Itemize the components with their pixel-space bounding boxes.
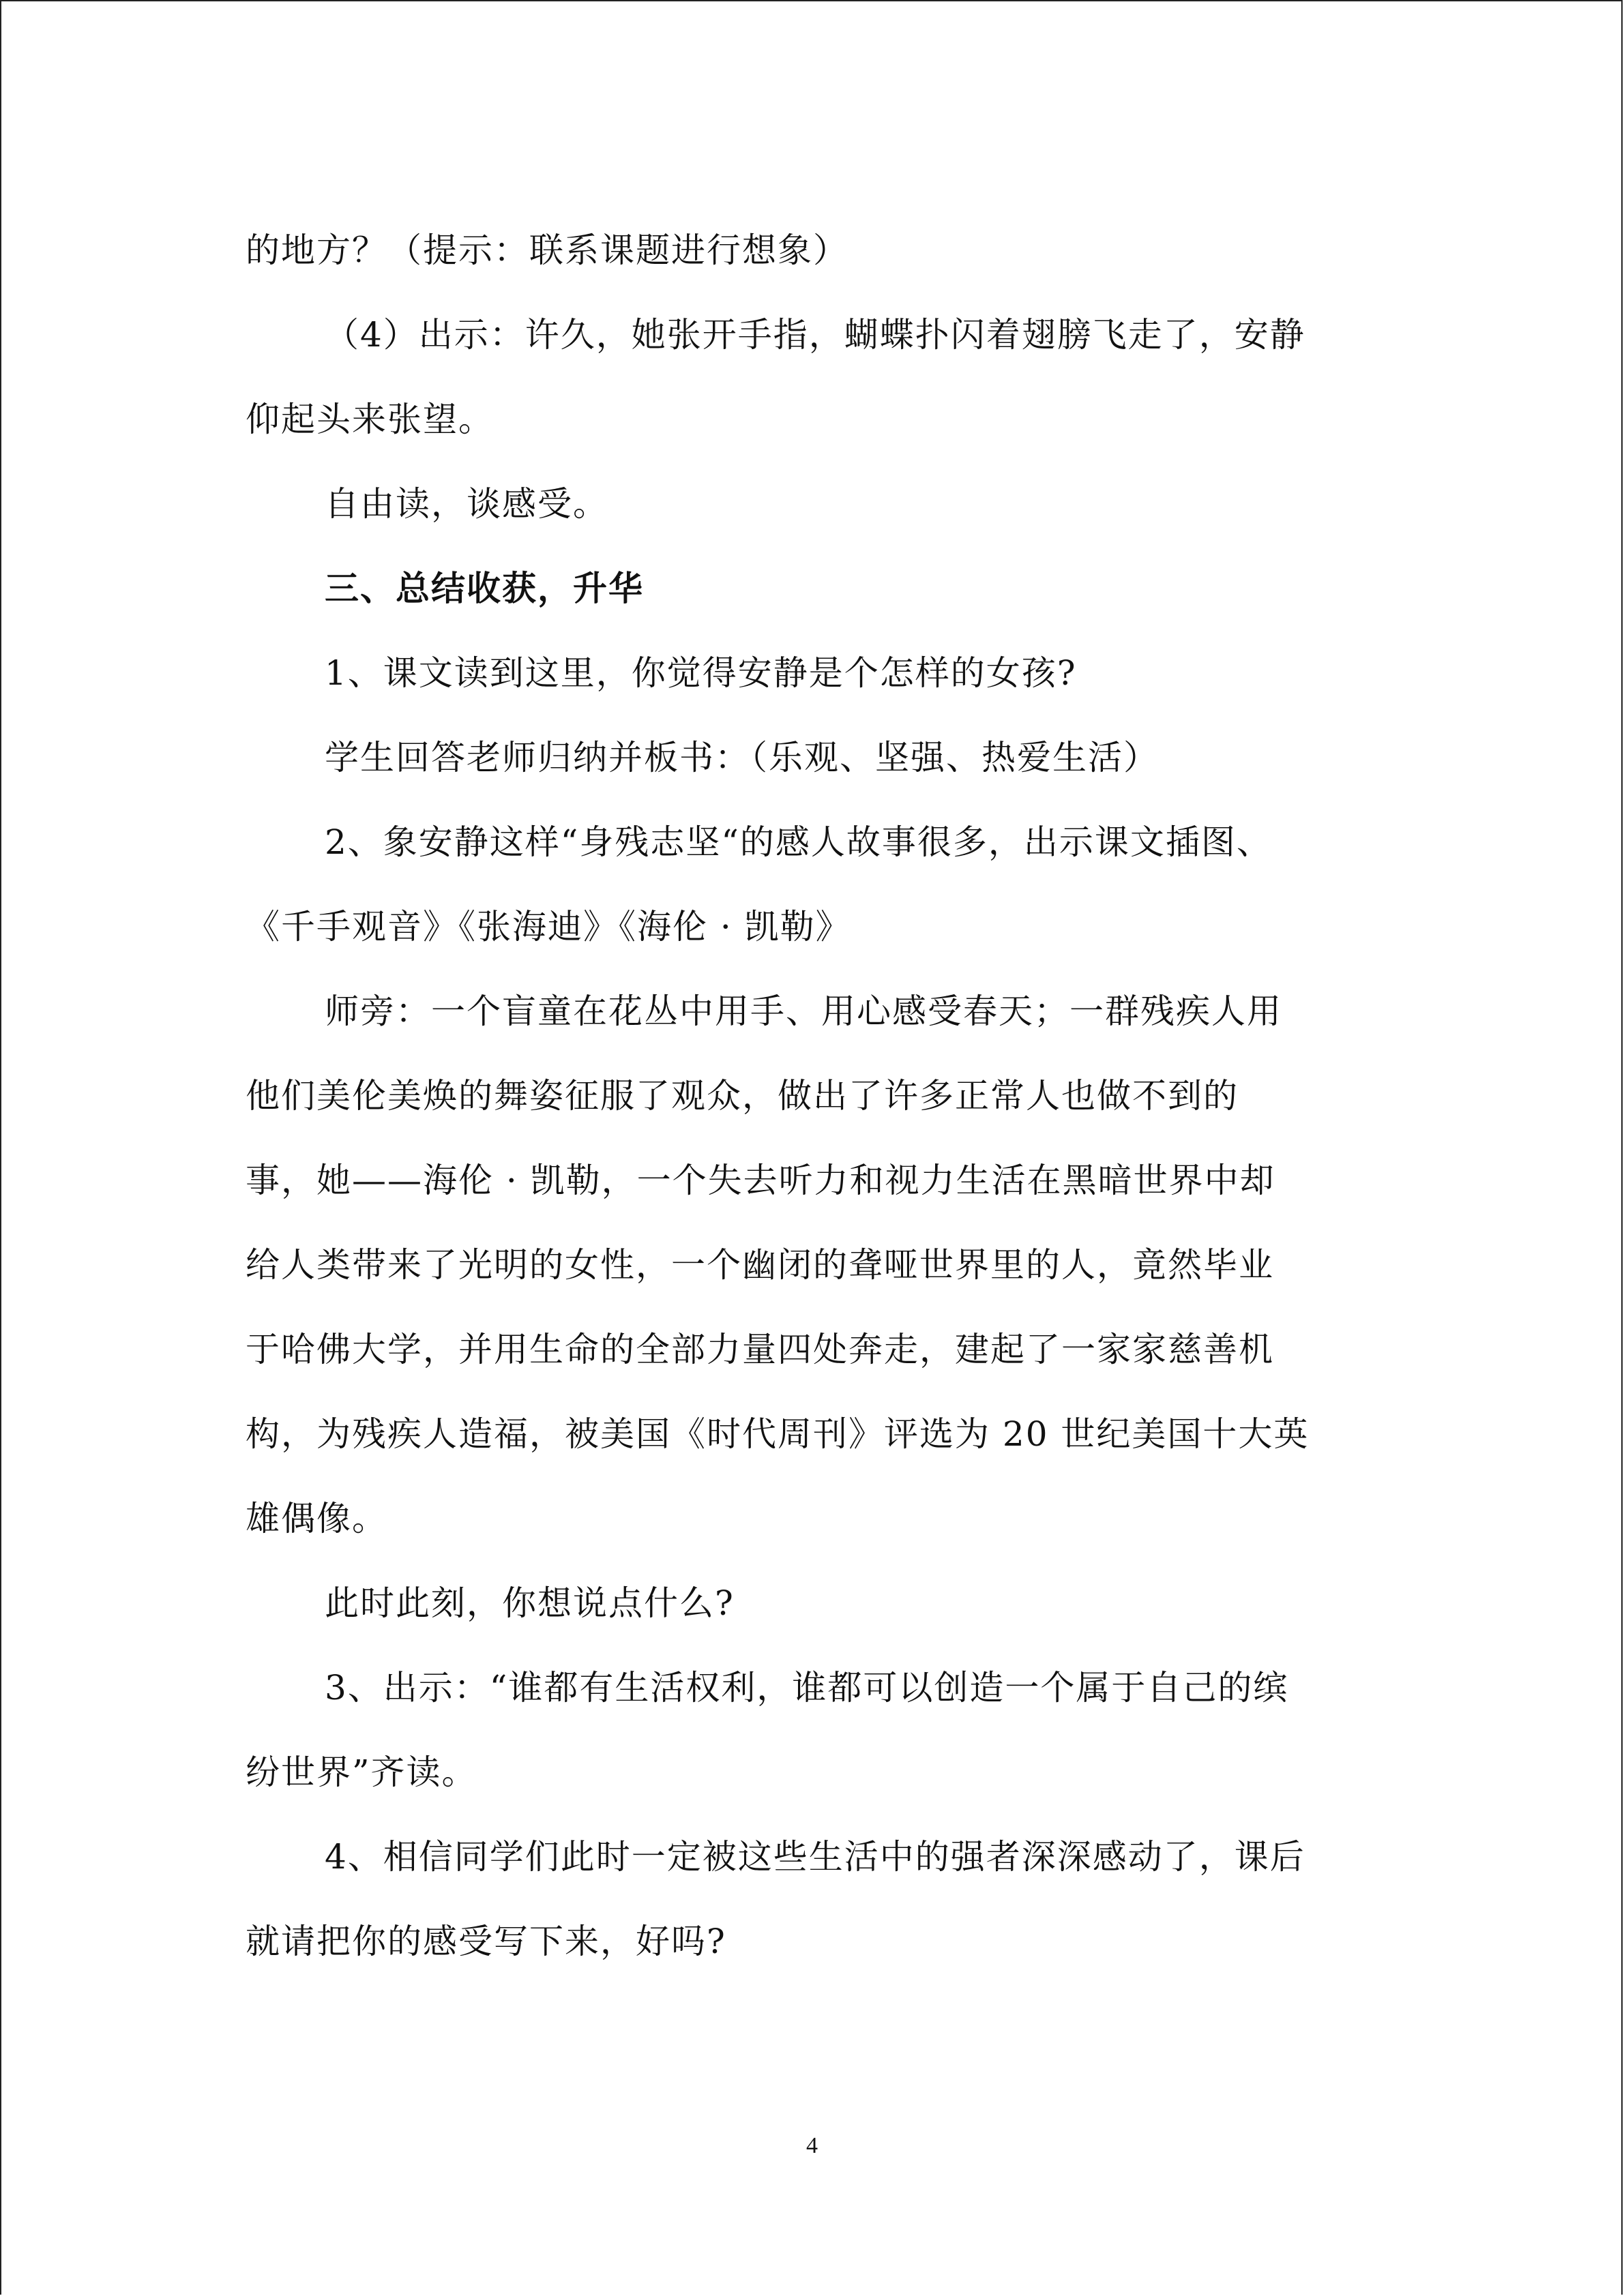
paragraph-line: 事，她——海伦 · 凯勒，一个失去听力和视力生活在黑暗世界中却 bbox=[246, 1161, 1275, 1200]
paragraph-line: （4）出示：许久，她张开手指，蝴蝶扑闪着翅膀飞走了，安静 bbox=[325, 315, 1305, 355]
paragraph-line: 自由读，谈感受。 bbox=[325, 484, 608, 524]
paragraph-line: 仰起头来张望。 bbox=[246, 400, 494, 439]
paragraph-line: 构，为残疾人造福，被美国《时代周刊》评选为 20 世纪美国十大英 bbox=[246, 1414, 1310, 1454]
paragraph-line: 《千手观音》《张海迪》《海伦 · 凯勒》 bbox=[246, 907, 851, 946]
page-number: 4 bbox=[806, 2133, 818, 2158]
paragraph-line: 他们美伦美焕的舞姿征服了观众，做出了许多正常人也做不到的 bbox=[246, 1076, 1239, 1116]
paragraph-line: 就请把你的感受写下来，好吗? bbox=[246, 1922, 726, 1961]
paragraph-line: 此时此刻，你想说点什么? bbox=[325, 1583, 735, 1623]
paragraph-line: 雄偶像。 bbox=[246, 1499, 387, 1538]
paragraph-line: 于哈佛大学，并用生命的全部力量四处奔走，建起了一家家慈善机 bbox=[246, 1330, 1274, 1369]
paragraph-line: 3、出示：“谁都有生活权利，谁都可以创造一个属于自己的缤 bbox=[325, 1668, 1289, 1708]
paragraph-line: 学生回答老师归纳并板书：（乐观、坚强、热爱生活） bbox=[325, 738, 1159, 777]
paragraph-line: 的地方？（提示：联系课题进行想象） bbox=[246, 230, 848, 270]
paragraph-line: 4、相信同学们此时一定被这些生活中的强者深深感动了，课后 bbox=[325, 1837, 1305, 1877]
section-heading: 三、总结收获，升华 bbox=[325, 568, 644, 608]
paragraph-line: 纷世界”齐读。 bbox=[246, 1753, 477, 1792]
paragraph-line: 1、课文读到这里，你觉得安静是个怎样的女孩? bbox=[325, 653, 1077, 693]
paragraph-line: 给人类带来了光明的女性，一个幽闭的聋哑世界里的人，竟然毕业 bbox=[246, 1245, 1274, 1285]
paragraph-line: 2、象安静这样“身残志坚“的感人故事很多，出示课文插图、 bbox=[325, 822, 1272, 862]
paragraph-line: 师旁：一个盲童在花丛中用手、用心感受春天；一群残疾人用 bbox=[325, 992, 1282, 1031]
document-body bbox=[246, 208, 1378, 1984]
